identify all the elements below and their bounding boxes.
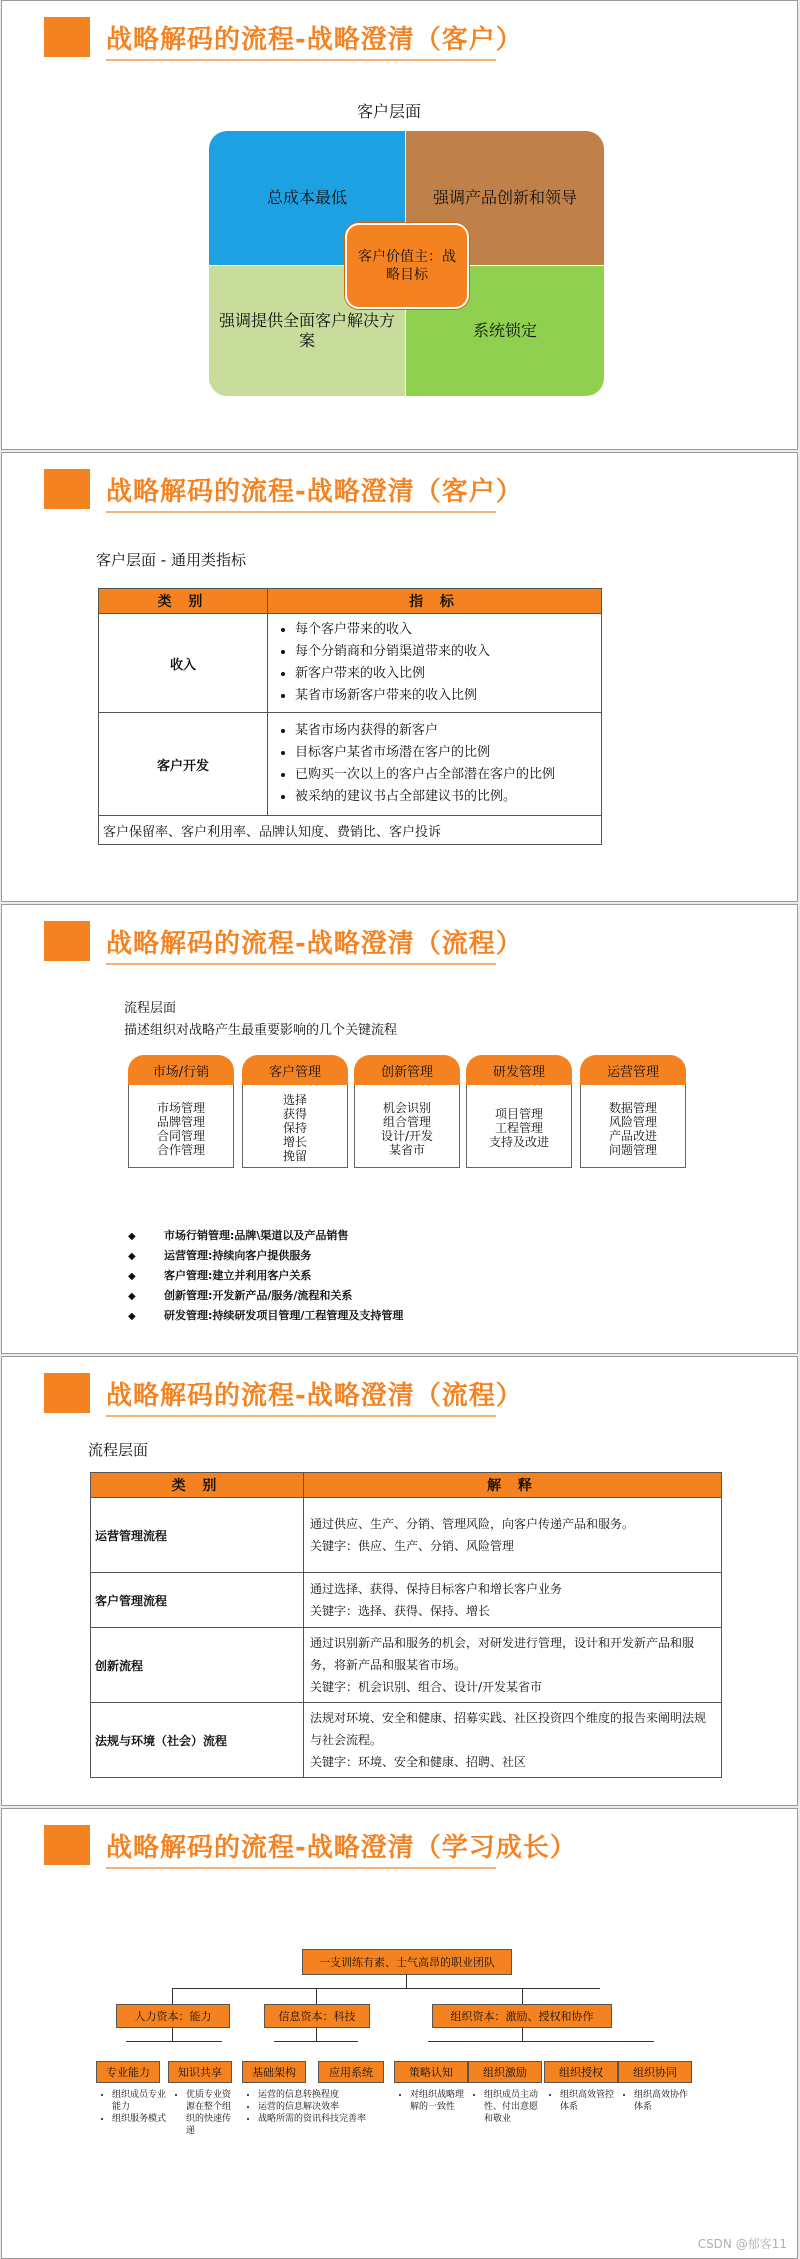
card-body: 机会识别 组合管理 设计/开发 某省市 [380,1101,434,1157]
category-cell: 客户管理流程 [91,1573,304,1628]
column-header-category: 类 别 [99,589,268,614]
process-layer-label: 流程层面 [124,1001,177,1016]
quadrant-system-lockin: 系统锁定 [406,266,604,396]
column-header-explanation: 解 释 [304,1473,722,1498]
list-item: • 某省市场内获得的新客户 [295,720,594,742]
slide-title: 战略解码的流程-战略澄清（流程） [106,929,523,959]
category-cell: 运营管理流程 [91,1498,304,1573]
list-item: • 每个客户带来的收入 [295,619,594,641]
quadrant-total-solution: 强调提供全面客户解决方案 [209,266,405,396]
category-cell: 收入 [99,614,268,713]
org-connector [522,2027,523,2041]
slide-learning-growth [1,1808,798,2259]
slide-title: 战略解码的流程-战略澄清（流程） [106,1381,523,1411]
title-underline [106,963,496,965]
process-bullet-list [128,1226,403,1326]
metrics-cell [268,614,602,713]
org-organization-capital: 组织资本：激励、授权和协作 [432,2004,612,2028]
list-item: • 某省市场新客户带来的收入比例 [295,685,594,707]
leaf-strategy-awareness: 策略认知 [394,2061,468,2083]
column-header-category: 类 别 [91,1473,304,1498]
customer-metrics-table [98,588,602,845]
slide-title: 战略解码的流程-战略澄清（客户） [106,25,523,55]
watermark: CSDN @郁客11 [697,2237,787,2251]
category-cell: 法规与环境（社会）流程 [91,1703,304,1778]
explanation-cell: 通过识别新产品和服务的机会，对研发进行管理，设计和开发新产品和服务，将新产品和服某省市场。 关键字：机会识别、组合、设计/开发某省市 [304,1628,722,1703]
card-header: 创新管理 [354,1055,460,1085]
org-information-capital: 信息资本：科技 [264,2004,370,2028]
leaf-org-incentive: 组织激励 [468,2061,542,2083]
process-card-operations [580,1064,686,1168]
list-item: • 新客户带来的收入比例 [295,663,594,685]
column-header-metrics: 指 标 [268,589,602,614]
table-row [91,1628,722,1703]
diamond-icon: ◆ [128,1311,136,1322]
title-underline [106,59,496,61]
table-row [99,816,602,845]
title-square-icon [44,1825,90,1865]
card-header: 客户管理 [242,1055,348,1085]
title-underline [106,511,496,513]
slide-title: 战略解码的流程-战略澄清（学习成长） [106,1833,577,1863]
process-card-marketing [128,1064,234,1168]
org-connector [522,1988,523,2004]
card-body: 选择 获得 保持 增长 挽留 [282,1093,307,1163]
card-header: 研发管理 [466,1055,572,1085]
slide-title: 战略解码的流程-战略澄清（客户） [106,477,523,507]
org-connector [428,2041,654,2042]
title-square-icon [44,1373,90,1413]
table-row [91,1498,722,1573]
quadrant-lowest-cost: 总成本最低 [209,131,405,265]
org-connector [316,1988,317,2004]
diamond-icon: ◆ [128,1251,136,1262]
quadrant-caption: 客户层面 [357,102,422,121]
notes-authorization: • 组织高效管控体系 [548,2089,618,2113]
card-header: 市场/行销 [128,1055,234,1085]
card-body: 项目管理 工程管理 支持及改进 [488,1107,549,1149]
slide-customer-metrics [1,452,798,902]
process-description: 描述组织对战略产生最重要影响的几个关键流程 [124,1023,398,1038]
list-item: ◆ 研发管理:持续研发项目管理/工程管理及支持管理 [128,1306,403,1326]
metrics-cell [268,713,602,816]
table-row [99,713,602,816]
notes-strategy: • 对组织战略理解的一致性 [398,2089,468,2113]
process-card-rnd [466,1064,572,1168]
diamond-icon: ◆ [128,1291,136,1302]
title-square-icon [44,17,90,57]
leaf-application-system: 应用系统 [318,2061,384,2083]
org-connector [172,1988,173,2004]
title-square-icon [44,921,90,961]
notes-information: • 运营的信息转换程度 • 运营的信息解决效率 • 战略所需的资讯科技完善率 [246,2089,392,2125]
slide-subtitle: 流程层面 [88,1441,149,1459]
leaf-org-collaboration: 组织协同 [618,2061,692,2083]
explanation-cell: 通过供应、生产、分销、管理风险，向客户传递产品和服务。 关键字：供应、生产、分销、风险管理 [304,1498,722,1573]
list-item: • 被采纳的建议书占全部建议书的比例。 [295,786,594,808]
slide-subtitle: 客户层面 - 通用类指标 [96,551,246,569]
org-connector [126,2041,222,2042]
card-header: 运营管理 [580,1055,686,1085]
card-body: 数据管理 风险管理 产品改进 问题管理 [608,1101,657,1157]
list-item: ◆ 创新管理:开发新产品/服务/流程和关系 [128,1286,403,1306]
leaf-org-authorization: 组织授权 [544,2061,618,2083]
quadrant-product-innovation: 强调产品创新和领导 [406,131,604,265]
diamond-icon: ◆ [128,1231,136,1242]
process-table [90,1472,722,1778]
explanation-cell: 通过选择、获得、保持目标客户和增长客户业务 关键字：选择、获得、保持、增长 [304,1573,722,1628]
process-card-customer [242,1064,348,1168]
org-connector [406,1974,407,1988]
explanation-cell: 法规对环境、安全和健康、招募实践、社区投资四个维度的报告来阐明法规与社会流程。 关键字：环境、安全和健康、招聘、社区 [304,1703,722,1778]
process-card-innovation [354,1064,460,1168]
slide-customer-quadrant [1,0,798,450]
notes-knowledge: • 优质专业资源在整个组织的快速传递 [174,2089,236,2137]
table-row [91,1573,722,1628]
notes-incentive: • 组织成员主动性、付出意愿和敬业 [472,2089,542,2125]
card-body: 市场管理 品牌管理 合同管理 合作管理 [156,1101,205,1157]
category-cell: 客户开发 [99,713,268,816]
org-connector [172,2027,173,2041]
org-connector [316,2027,317,2041]
list-item: ◆ 客户管理:建立并利用客户关系 [128,1266,403,1286]
list-item: ◆ 市场行销管理:品牌\渠道以及产品销售 [128,1226,403,1246]
notes-collaboration: • 组织高效协作体系 [622,2089,692,2113]
list-item: • 每个分销商和分销渠道带来的收入 [295,641,594,663]
org-top-box: 一支训练有素、士气高昂的职业团队 [302,1949,512,1975]
table-row [99,614,602,713]
org-human-capital: 人力资本：能力 [116,2004,230,2028]
footer-cell: 客户保留率、客户利用率、品牌认知度、费销比、客户投诉 [99,816,602,845]
value-proposition-box: 客户价值主：战略目标 [345,223,469,309]
title-underline [106,1867,496,1869]
table-row [91,1703,722,1778]
org-connector [274,2041,358,2042]
category-cell: 创新流程 [91,1628,304,1703]
leaf-professional-ability: 专业能力 [96,2061,160,2083]
leaf-knowledge-sharing: 知识共享 [168,2061,232,2083]
notes-professional: • 组织成员专业能力 • 组织服务模式 [100,2089,170,2125]
diamond-icon: ◆ [128,1271,136,1282]
title-square-icon [44,469,90,509]
title-underline [106,1415,496,1417]
list-item: • 目标客户某省市场潜在客户的比例 [295,742,594,764]
list-item: ◆ 运营管理:持续向客户提供服务 [128,1246,403,1266]
slide-process-table [1,1356,798,1806]
list-item: • 已购买一次以上的客户占全部潜在客户的比例 [295,764,594,786]
leaf-infrastructure: 基础架构 [242,2061,306,2083]
org-connector [172,1988,600,1989]
